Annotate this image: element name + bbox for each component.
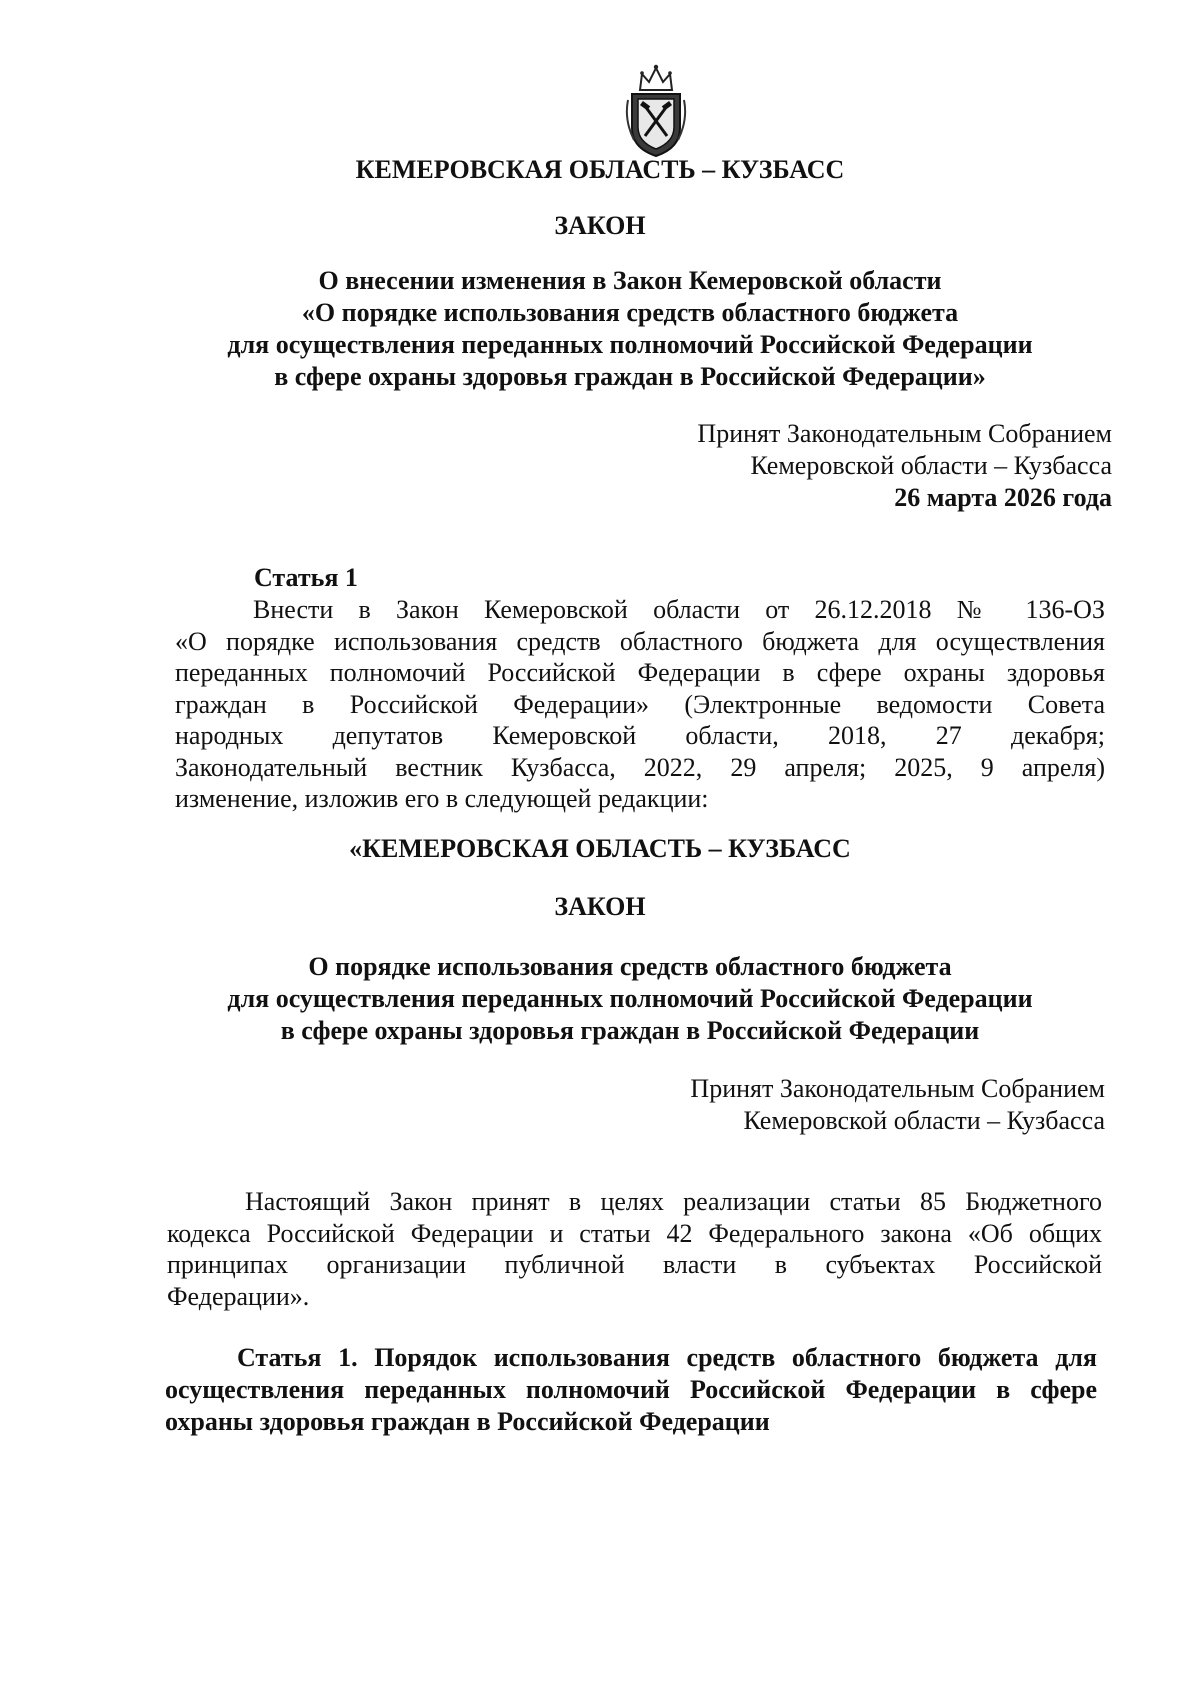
new-law-title-line: О порядке использования средств областного бюджета — [308, 952, 952, 981]
paragraph-line: Федерации». — [167, 1281, 310, 1311]
article-1-heading: Статья 1 — [254, 563, 358, 592]
article-heading-line: охраны здоровья граждан в Российской Федерации — [165, 1407, 770, 1436]
new-law-region-heading: «КЕМЕРОВСКАЯ ОБЛАСТЬ – КУЗБАСС — [349, 834, 851, 863]
adoption-line: Кемеровской области – Кузбасса — [743, 1106, 1105, 1135]
new-law-title-line: для осуществления переданных полномочий Российской Федерации — [227, 984, 1033, 1013]
new-law-article-1-heading — [165, 1342, 1097, 1438]
new-law-adoption-note — [690, 1073, 1105, 1137]
paragraph-line: кодекса Российской Федерации и статьи 42 Федерального закона «Об общих — [167, 1218, 1102, 1248]
law-title-line: в сфере охраны здоровья граждан в Российской Федерации» — [274, 362, 986, 391]
new-law-title — [150, 951, 1110, 1047]
paragraph-line: Настоящий Закон принят в целях реализации статьи 85 Бюджетного — [245, 1187, 1102, 1216]
paragraph-line: изменение, изложив его в следующей редакции: — [175, 784, 709, 813]
article-heading-line: Статья 1. Порядок использования средств областного бюджета для — [237, 1343, 1097, 1372]
law-title-line: «О порядке использования средств областного бюджета — [301, 298, 959, 327]
law-title-line: для осуществления переданных полномочий Российской Федерации — [227, 330, 1033, 359]
coat-of-arms-icon — [620, 60, 692, 160]
new-law-heading: ЗАКОН — [554, 892, 646, 921]
adoption-date: 26 марта 2026 года — [894, 483, 1112, 512]
article-heading-line: осуществления переданных полномочий Российской Федерации в сфере — [165, 1375, 1097, 1404]
law-title-line: О внесении изменения в Закон Кемеровской области — [318, 266, 942, 295]
adoption-note — [697, 418, 1112, 514]
new-law-title-line: в сфере охраны здоровья граждан в Российской Федерации — [280, 1016, 980, 1045]
paragraph-line: переданных полномочий Российской Федерации в сфере охраны здоровья — [175, 658, 1105, 687]
paragraph-line: граждан в Российской Федерации» (Электронные ведомости Совета — [175, 689, 1105, 719]
paragraph-line: принципах организации публичной власти в субъектах Российской — [167, 1250, 1102, 1279]
paragraph-line: народных депутатов Кемеровской области, 2018, 27 декабря; — [175, 721, 1105, 750]
article-1-text — [175, 594, 1105, 815]
adoption-line: Кемеровской области – Кузбасса — [750, 451, 1112, 480]
law-heading: ЗАКОН — [554, 211, 646, 240]
paragraph-line: «О порядке использования средств областного бюджета для осуществления — [175, 626, 1105, 656]
adoption-line: Принят Законодательным Собранием — [690, 1074, 1105, 1103]
region-heading: КЕМЕРОВСКАЯ ОБЛАСТЬ – КУЗБАСС — [355, 155, 845, 184]
adoption-line: Принят Законодательным Собранием — [697, 419, 1112, 448]
law-title — [150, 265, 1110, 393]
paragraph-line: Внести в Закон Кемеровской области от 26.12.2018 № 136-ОЗ — [253, 595, 1105, 624]
preamble-text — [167, 1186, 1102, 1312]
paragraph-line: Законодательный вестник Кузбасса, 2022, 29 апреля; 2025, 9 апреля) — [175, 752, 1105, 782]
